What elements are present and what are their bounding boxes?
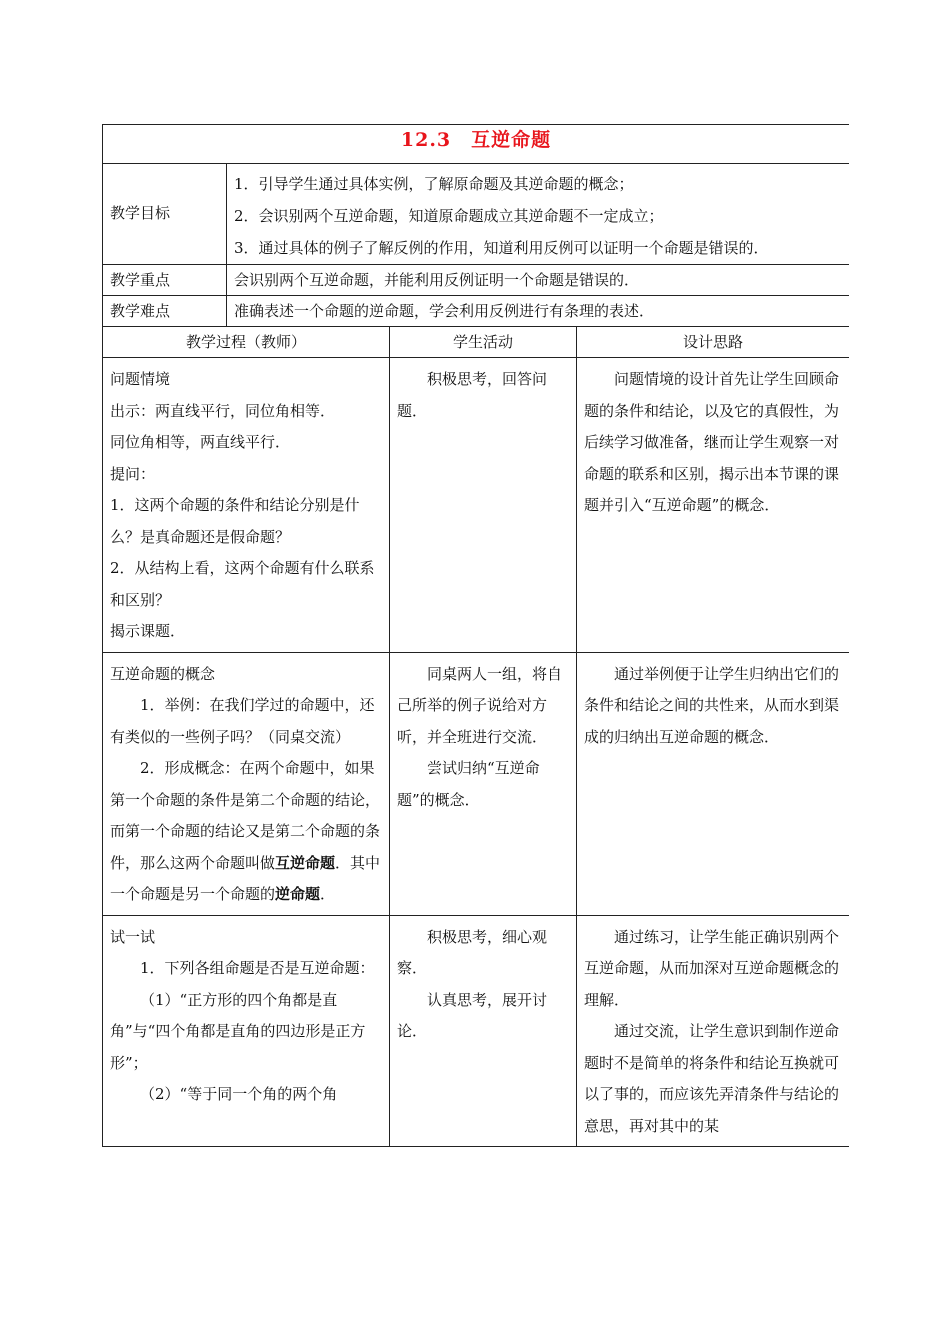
lesson-plan-table	[102, 124, 849, 1147]
design-line: 问题情境的设计首先让学生回顾命题的条件和结论，以及它的真假性，为后续学习做准备，继而让学生观察一对命题的联系和区别，揭示出本节课的课题并引入“互逆命题”的概念．	[584, 370, 840, 514]
student-line: 积极思考，回答问题．	[397, 370, 548, 420]
key-points-label: 教学重点	[103, 265, 227, 296]
teacher-cell	[103, 915, 390, 1147]
objectives-list	[227, 164, 850, 265]
teacher-cell	[103, 358, 390, 653]
teacher-line: （2）“等于同一个角的两个角	[140, 1085, 338, 1103]
teacher-line: 2．从结构上看，这两个命题有什么联系和区别？	[110, 559, 375, 609]
design-cell	[577, 652, 850, 915]
student-line: 尝试归纳“互逆命题”的概念．	[397, 759, 540, 809]
term-converse: 逆命题	[275, 885, 321, 903]
design-cell	[577, 915, 850, 1147]
objective-item: 2．会识别两个互逆命题，知道原命题成立其逆命题不一定成立；	[234, 207, 664, 225]
teacher-line: 提问：	[110, 464, 156, 483]
section-heading: 试一试	[110, 927, 156, 946]
table-row	[103, 358, 850, 653]
page-title: 12.3 互逆命题	[103, 125, 850, 164]
teacher-line: 同位角相等，两直线平行．	[110, 433, 291, 451]
teacher-line: 出示：两直线平行，同位角相等．	[110, 401, 336, 420]
design-line: 通过交流，让学生意识到制作逆命题时不是简单的将条件和结论互换就可以了事的，而应该先弄清条件与结论的意思，再对其中的某	[584, 1022, 840, 1135]
teacher-line: 1．这两个命题的条件和结论分别是什么？是真命题还是假命题？	[110, 496, 360, 546]
difficulties-label: 教学难点	[103, 296, 227, 327]
student-line: 认真思考，展开讨论．	[397, 990, 548, 1040]
difficulties-text: 准确表述一个命题的逆命题，学会利用反例进行有条理的表述．	[227, 296, 850, 327]
design-cell	[577, 358, 850, 653]
design-line: 通过举例便于让学生归纳出它们的条件和结论之间的共性来，从而水到渠成的归纳出互逆命题的概念．	[584, 664, 840, 746]
objectives-label: 教学目标	[103, 164, 227, 265]
objective-item: 1．引导学生通过具体实例，了解原命题及其逆命题的概念；	[234, 175, 634, 193]
concept-definition: 2．形成概念：在两个命题中，如果第一个命题的条件是第二个命题的结论，而第一个命题的结论又是第二个命题的条件，那么这两个命题叫做互逆命题．其中一个命题是另一个命题的逆命题．	[110, 759, 381, 903]
design-line: 通过练习，让学生能正确识别两个互逆命题，从而加深对互逆命题概念的理解．	[584, 927, 840, 1009]
teacher-line: 1．举例：在我们学过的命题中，还有类似的一些例子吗？（同桌交流）	[110, 696, 375, 746]
table-row	[103, 652, 850, 915]
teacher-line: 揭示课题．	[110, 622, 186, 640]
student-cell	[390, 915, 577, 1147]
teacher-line: （1）“正方形的四个角都是直角”与“四个角都是直角的四边形是正方形”；	[110, 990, 366, 1072]
student-cell	[390, 358, 577, 653]
student-cell	[390, 652, 577, 915]
column-header-design: 设计思路	[577, 327, 850, 358]
student-line: 积极思考，细心观察．	[397, 927, 548, 977]
lesson-plan-page	[102, 124, 849, 1194]
student-line: 同桌两人一组，将自己所举的例子说给对方听，并全班进行交流．	[397, 664, 563, 746]
key-points-text: 会识别两个互逆命题，并能利用反例证明一个命题是错误的．	[227, 265, 850, 296]
section-heading: 问题情境	[110, 370, 171, 388]
column-header-student: 学生活动	[390, 327, 577, 358]
teacher-line: 1．下列各组命题是否是互逆命题：	[140, 959, 375, 977]
table-row	[103, 915, 850, 1147]
term-mutual-converse: 互逆命题	[275, 853, 336, 872]
objective-item: 3．通过具体的例子了解反例的作用，知道利用反例可以证明一个命题是错误的．	[234, 239, 769, 257]
column-header-teacher: 教学过程（教师）	[103, 327, 390, 358]
teacher-cell	[103, 652, 390, 915]
section-heading: 互逆命题的概念	[110, 664, 216, 683]
